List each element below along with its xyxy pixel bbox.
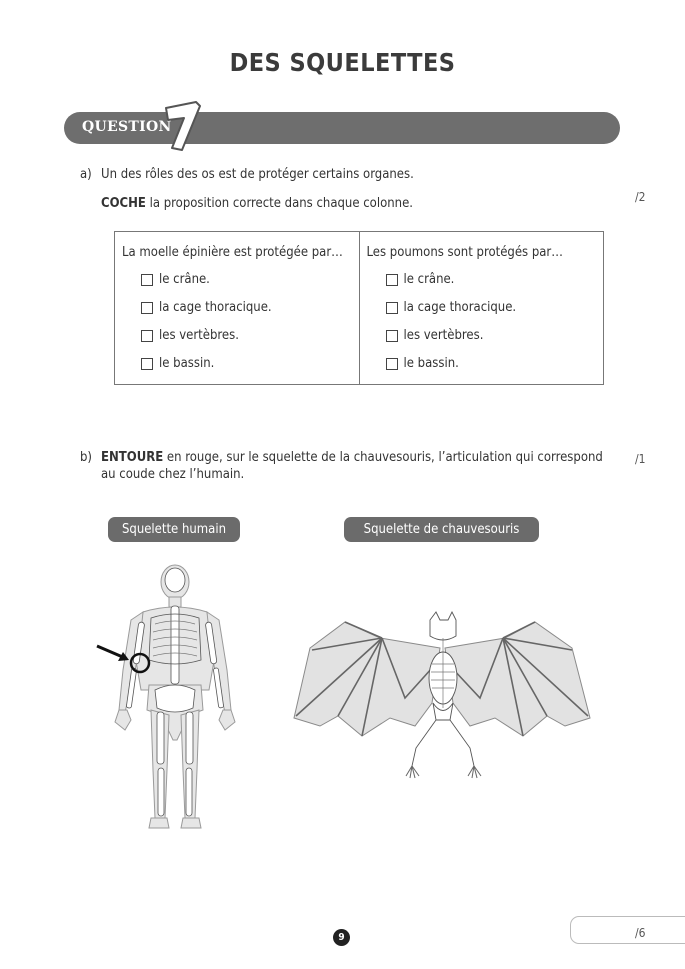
option-label: le crâne. bbox=[159, 272, 210, 287]
option-row[interactable] bbox=[141, 355, 359, 372]
option-label: les vertèbres. bbox=[159, 328, 239, 343]
page-title: DES SQUELETTES bbox=[229, 48, 456, 77]
choice-table bbox=[114, 231, 604, 385]
page-number: 9 bbox=[333, 929, 350, 946]
checkbox[interactable] bbox=[386, 302, 398, 314]
column-lungs bbox=[359, 232, 604, 385]
column-header: Les poumons sont protégés par… bbox=[366, 245, 563, 260]
checkbox[interactable] bbox=[386, 358, 398, 370]
option-label: le bassin. bbox=[159, 356, 215, 371]
option-label: les vertèbres. bbox=[403, 328, 484, 343]
option-label: la cage thoracique. bbox=[159, 300, 272, 315]
bat-skeleton-image bbox=[290, 608, 595, 783]
human-skeleton-image bbox=[85, 560, 255, 835]
instruction-text: en rouge, sur le squelette de la chauvesouris, l’articulation qui correspond bbox=[163, 450, 603, 465]
human-skeleton-label: Squelette humain bbox=[108, 517, 240, 542]
part-b-instruction bbox=[101, 450, 621, 465]
part-a-score: /2 bbox=[635, 190, 646, 204]
option-row[interactable] bbox=[386, 327, 604, 344]
instruction-keyword: COCHE bbox=[101, 196, 146, 211]
checkbox[interactable] bbox=[141, 358, 153, 370]
option-row[interactable] bbox=[386, 299, 604, 316]
option-label: le crâne. bbox=[403, 272, 455, 287]
instruction-text: la proposition correcte dans chaque colonne. bbox=[145, 196, 413, 211]
option-row[interactable] bbox=[141, 299, 359, 316]
option-row[interactable] bbox=[141, 327, 359, 344]
option-label: la cage thoracique. bbox=[403, 300, 517, 315]
option-row[interactable] bbox=[386, 271, 604, 288]
part-b-letter: b) bbox=[80, 450, 92, 465]
part-a-letter: a) bbox=[80, 167, 92, 182]
option-label: le bassin. bbox=[403, 356, 459, 371]
checkbox[interactable] bbox=[141, 330, 153, 342]
checkbox[interactable] bbox=[386, 274, 398, 286]
option-row[interactable] bbox=[141, 271, 359, 288]
question-label: QUESTION bbox=[82, 119, 172, 135]
total-score-box bbox=[570, 916, 685, 944]
question-number-badge bbox=[162, 100, 202, 152]
option-row[interactable] bbox=[386, 355, 604, 372]
checkbox[interactable] bbox=[141, 274, 153, 286]
total-score: /6 bbox=[635, 926, 646, 940]
bat-skeleton-label: Squelette de chauvesouris bbox=[344, 517, 539, 542]
column-spinal-cord bbox=[115, 232, 360, 385]
part-b-score: /1 bbox=[635, 452, 646, 466]
checkbox[interactable] bbox=[141, 302, 153, 314]
part-a-intro: Un des rôles des os est de protéger certains organes. bbox=[101, 167, 414, 182]
question-number: 1 bbox=[162, 100, 163, 101]
checkbox[interactable] bbox=[386, 330, 398, 342]
column-header: La moelle épinière est protégée par… bbox=[122, 245, 343, 260]
part-b-instruction-line2: au coude chez l’humain. bbox=[101, 467, 245, 482]
instruction-keyword: ENTOURE bbox=[101, 450, 164, 465]
part-a-instruction bbox=[101, 196, 413, 211]
